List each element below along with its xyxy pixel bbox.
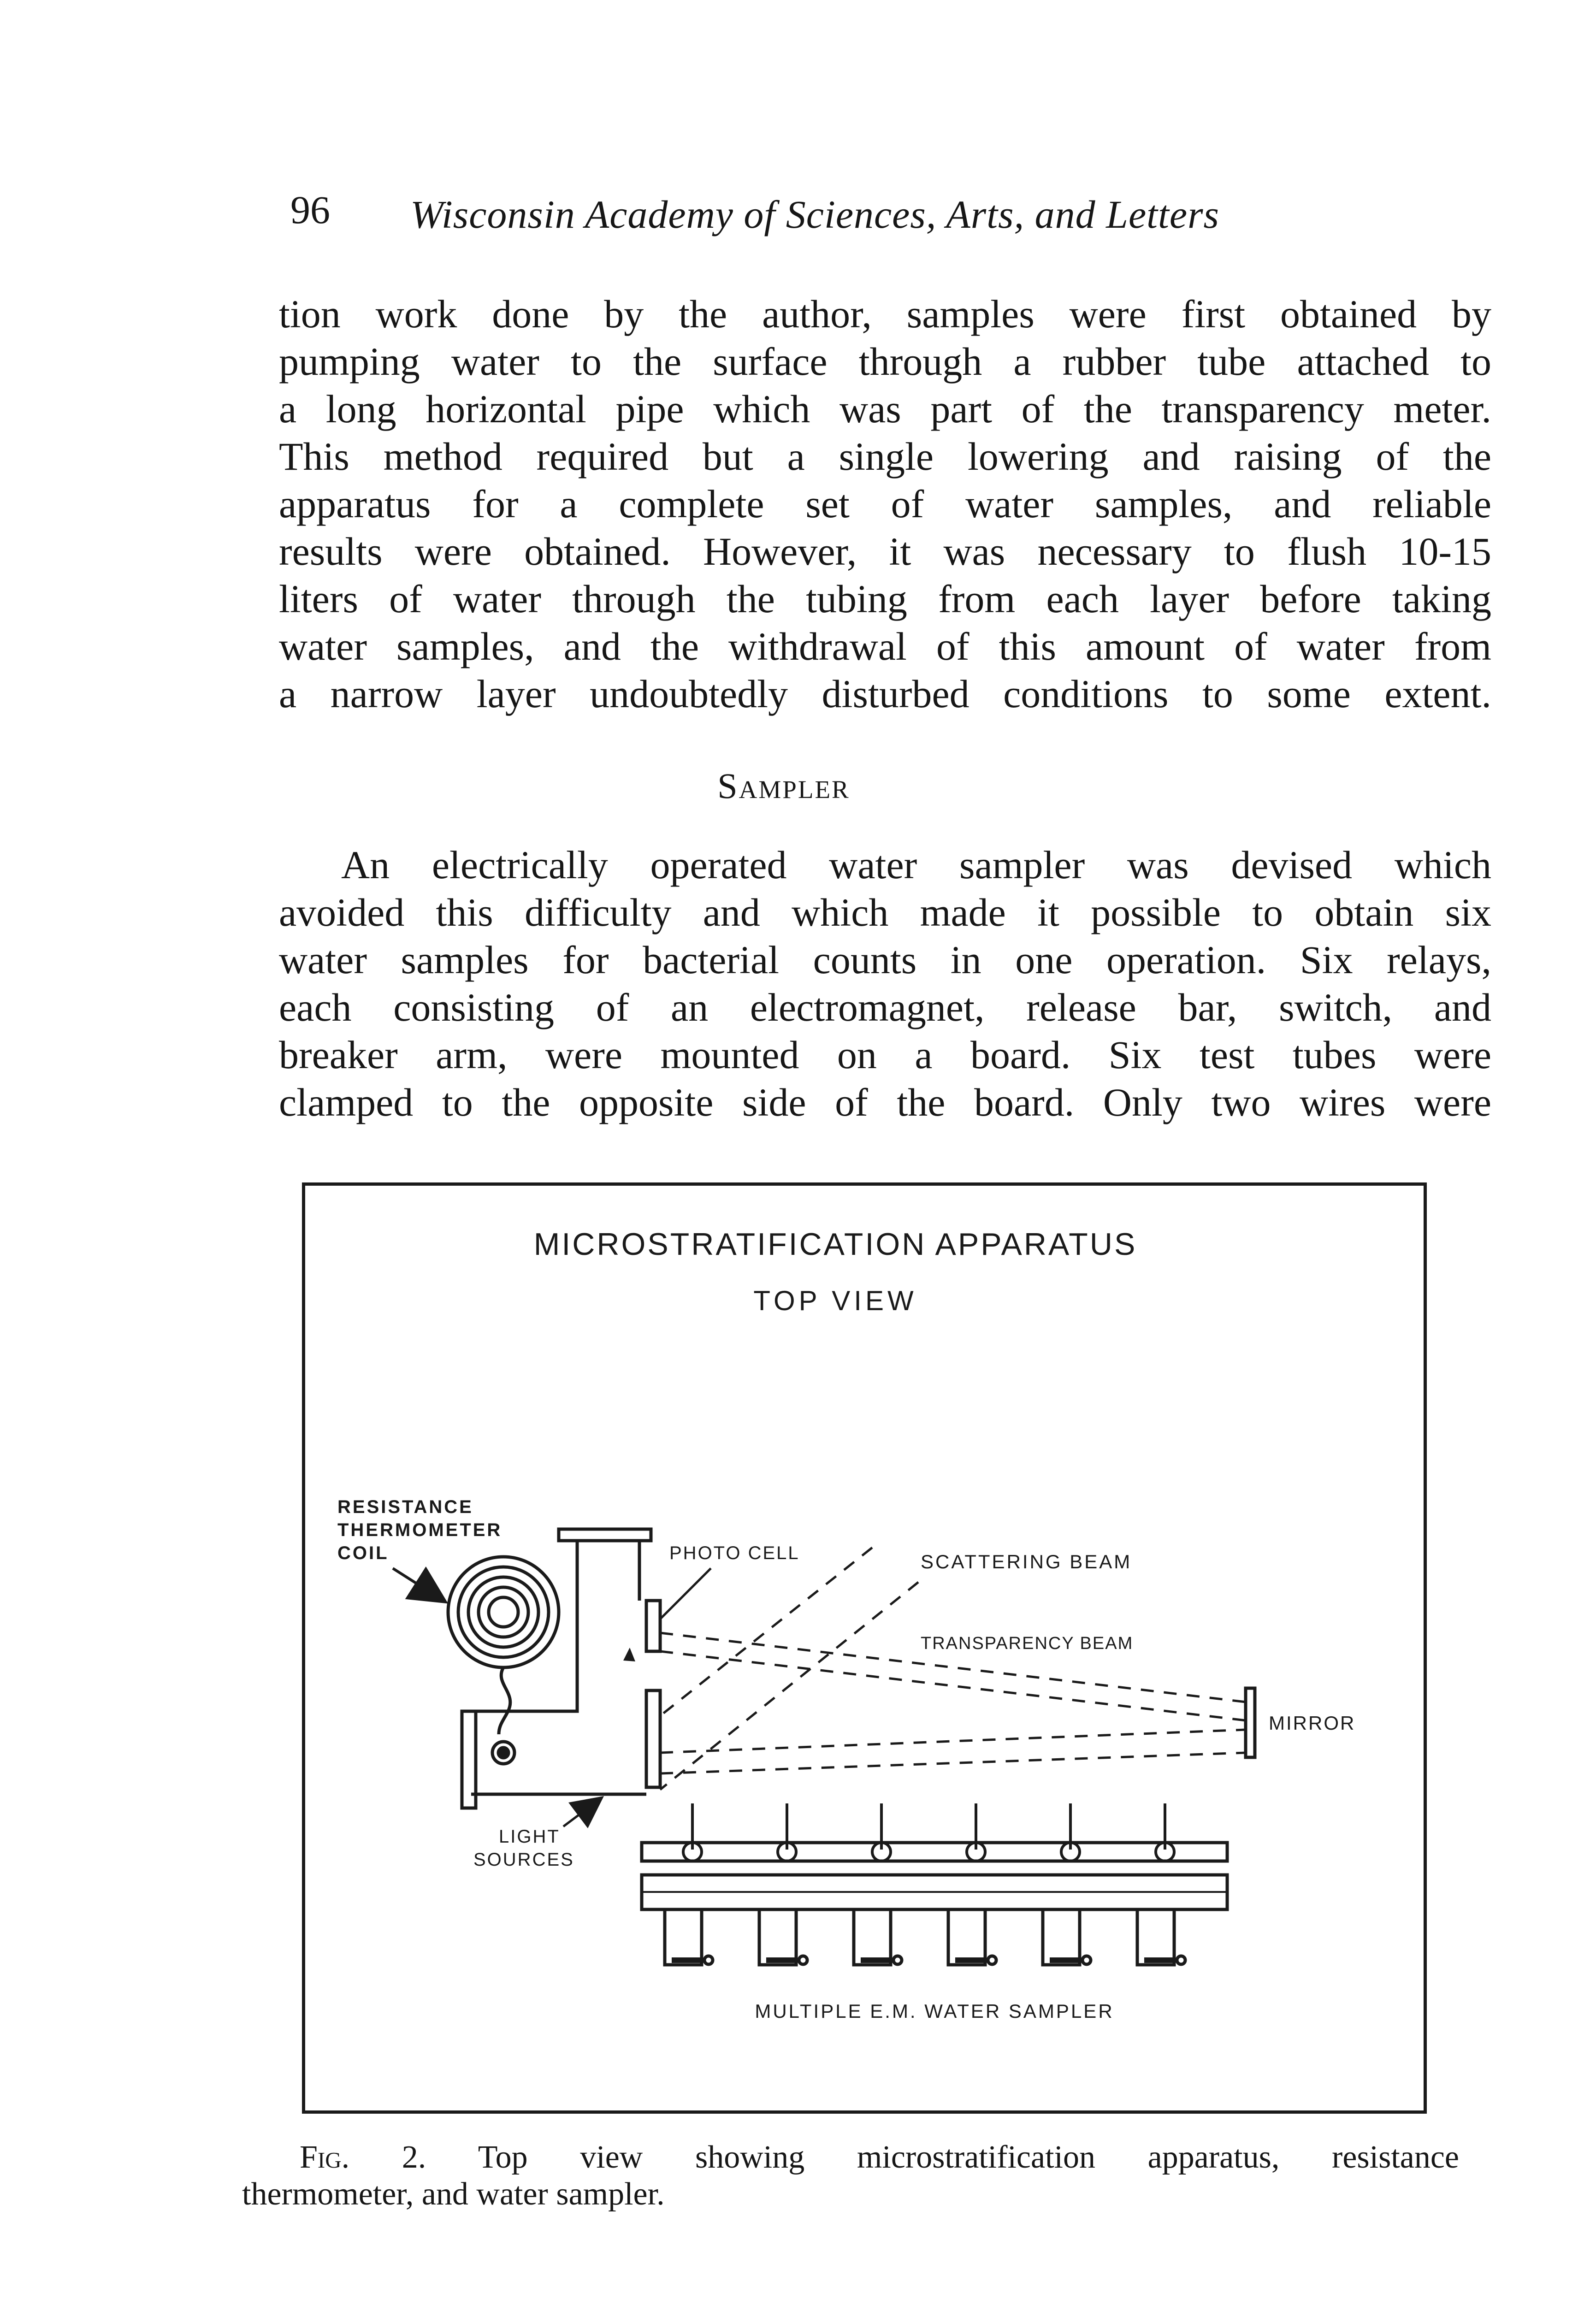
label-sources: SOURCES xyxy=(473,1850,574,1870)
photo-cell-pointer xyxy=(660,1568,711,1619)
caption-line-1 xyxy=(242,2139,1459,2176)
coil-arrow xyxy=(393,1568,443,1601)
text-line: breaker arm, were mounted on a board. Six test tubes were xyxy=(279,1033,1491,1077)
page-number: 96 xyxy=(290,188,330,232)
running-header xyxy=(290,187,1369,251)
label-mirror: MIRROR xyxy=(1269,1712,1356,1734)
label-transparency-beam: TRANSPARENCY BEAM xyxy=(921,1634,1134,1653)
journal-title: Wisconsin Academy of Sciences, Arts, and Letters xyxy=(410,192,1220,236)
text-line: An electrically operated water sampler was devised which xyxy=(341,843,1491,887)
caption-figure-label: Fig. 2. xyxy=(300,2140,426,2175)
transparency-beam-lines xyxy=(660,1633,1246,1773)
text-line: each consisting of an electromagnet, release bar, switch, and xyxy=(279,985,1491,1029)
label-water-sampler: MULTIPLE E.M. WATER SAMPLER xyxy=(755,2000,1114,2022)
paragraph-1 xyxy=(279,290,1491,718)
figure-diagram xyxy=(302,1182,1427,2114)
text-line: tion work done by the author, samples were first obtained by xyxy=(279,292,1491,336)
apparatus-body xyxy=(462,1529,660,1808)
scattering-beam-lines xyxy=(660,1548,918,1790)
caption-text: Top view showing microstratification apparatus, resistance xyxy=(478,2140,1459,2175)
text-line: water samples for bacterial counts in one operation. Six relays, xyxy=(279,938,1491,982)
apparatus-diagram xyxy=(305,1186,1424,2110)
thermometer-coil xyxy=(448,1557,559,1734)
label-resistance: RESISTANCE xyxy=(337,1497,473,1517)
text-line: a long horizontal pipe which was part of the transparency meter. xyxy=(279,387,1491,431)
mirror xyxy=(1246,1688,1255,1757)
diagram-subtitle: TOP VIEW xyxy=(753,1285,917,1316)
water-sampler xyxy=(642,1843,1227,1909)
text-line: results were obtained. However, it was necessary to flush 10-15 xyxy=(279,529,1491,573)
caption-line-2: thermometer, and water sampler. xyxy=(242,2176,665,2212)
light-sources-arrow xyxy=(563,1799,600,1826)
label-scattering-beam: SCATTERING BEAM xyxy=(921,1551,1132,1572)
sampler-tubes xyxy=(683,1803,1174,1861)
label-photo-cell: PHOTO CELL xyxy=(669,1543,800,1563)
paragraph-2 xyxy=(279,841,1491,1126)
light-bulb-mark xyxy=(623,1648,635,1661)
section-heading: Sampler xyxy=(717,766,850,806)
text-line: clamped to the opposite side of the board. Only two wires were xyxy=(279,1080,1491,1124)
text-line: pumping water to the surface through a rubber tube attached to xyxy=(279,339,1491,384)
label-thermometer: THERMOMETER xyxy=(337,1520,502,1540)
sampler-relays xyxy=(665,1909,1185,1965)
figure-caption xyxy=(242,2139,1459,2213)
text-line: liters of water through the tubing from each layer before taking xyxy=(279,577,1491,621)
text-line: water samples, and the withdrawal of this amount of water from xyxy=(279,624,1491,668)
text-line: avoided this difficulty and which made it possible to obtain six xyxy=(279,890,1491,934)
label-light: LIGHT xyxy=(499,1826,560,1847)
label-coil: COIL xyxy=(337,1543,389,1563)
text-line: a narrow layer undoubtedly disturbed conditions to some extent. xyxy=(279,672,1491,716)
text-line: apparatus for a complete set of water samples, and reliable xyxy=(279,482,1491,526)
text-line: This method required but a single lowering and raising of the xyxy=(279,434,1491,479)
diagram-title: MICROSTRATIFICATION APPARATUS xyxy=(533,1227,1137,1262)
